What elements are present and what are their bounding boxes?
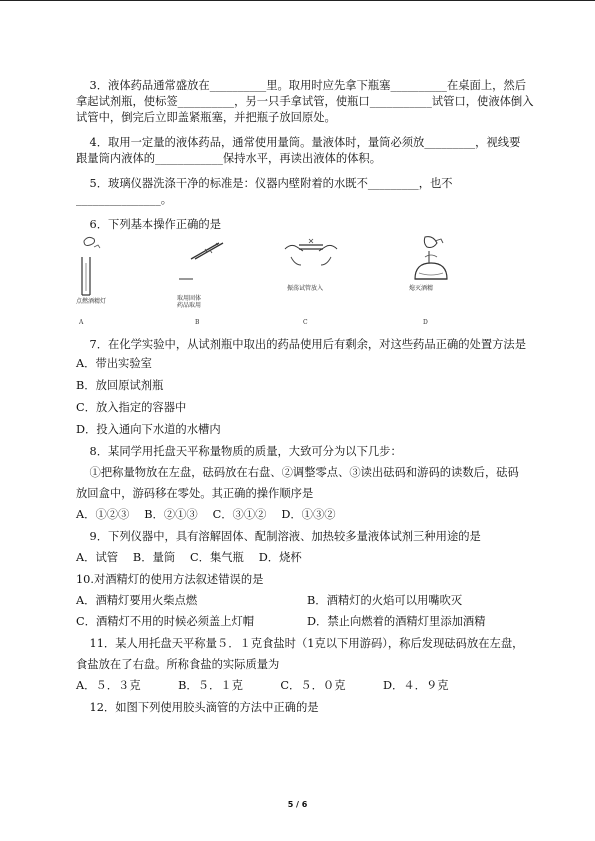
lamp-lighting-icon [76, 235, 116, 305]
q6-stem: 6．下列基本操作正确的是 [89, 218, 222, 231]
document-body [76, 78, 538, 716]
question-10 [76, 572, 538, 630]
q4-line-2: 跟量筒内液体的____________保持水平，再读出液体的体积。 [76, 152, 382, 165]
figure-c-caption: 振荡试管放入 [287, 285, 324, 292]
q6-figures [76, 235, 538, 331]
figure-d-letter: D [423, 319, 428, 326]
q3-line-2: 拿起试剂瓶，使标签__________，另一只手拿试管，使瓶口___________试管口，使液体倒入 [76, 95, 534, 108]
figure-a-letter: A [79, 319, 84, 326]
q9-options: A．试管 B．量筒 C．集气瓶 D．烧杯 [76, 551, 302, 564]
q7-option-b: B．放回原试剂瓶 [76, 379, 164, 392]
figure-b-letter: B [195, 319, 200, 326]
question-5 [76, 176, 538, 208]
figure-d [401, 235, 461, 326]
figure-d-caption: 熄灭酒精 [409, 285, 434, 292]
q11-line-2: 食盐放在了右盘。所称食盐的实际质量为 [76, 658, 280, 671]
q10-stem: 10.对酒精灯的使用方法叙述错误的是 [76, 573, 264, 586]
question-7 [76, 337, 538, 438]
q10-row-1 [76, 593, 538, 609]
question-3 [76, 78, 538, 126]
q10-option-a: A．酒精灯要用火柴点燃 [76, 594, 198, 607]
q11-options: A．５．３克 B．５．１克 C．５．０克 D．４．９克 [76, 679, 449, 692]
figure-b-caption-2: 药品取用 [177, 302, 202, 309]
q7-option-d: D．投入通向下水道的水槽内 [76, 423, 221, 436]
figure-c-letter: C [303, 319, 308, 326]
figure-c [281, 235, 341, 326]
top-rule [0, 0, 595, 1]
q10-row-2 [76, 614, 538, 630]
q8-stem: 8．某同学用托盘天平称量物质的质量，大致可分为以下几步： [89, 445, 402, 458]
q4-line-1: 4．取用一定量的液体药品，通常使用量筒。量液体时，量筒必须放_________，视线要 [89, 136, 521, 149]
q5-line-2: _______________。 [76, 193, 173, 206]
figure-b [171, 235, 231, 326]
q11-line-1: 11．某人用托盘天平称量５．１克食盐时（1克以下用游码），称后发现砝码放在左盘， [89, 637, 524, 650]
q12-stem: 12．如图下列使用胶头滴管的方法中正确的是 [89, 701, 319, 714]
q3-line-3: 试管中，倒完后立即盖紧瓶塞，并把瓶子放回原处。 [76, 111, 336, 124]
solid-reagent-icon [171, 235, 231, 285]
figure-a-caption: 点燃酒精灯 [76, 298, 107, 305]
question-9 [76, 529, 538, 566]
question-4 [76, 135, 538, 167]
lamp-extinguish-icon [401, 235, 461, 290]
question-12 [76, 700, 538, 716]
question-8 [76, 444, 538, 523]
tube-shaking-icon [281, 235, 341, 290]
q10-option-b: B．酒精灯的火焰可以用嘴吹灭 [307, 594, 463, 607]
figure-a [76, 235, 116, 326]
q10-option-c: C．酒精灯不用的时候必须盖上灯帽 [76, 615, 255, 628]
q7-stem: 7．在化学实验中，从试剂瓶中取出的药品使用后有剩余，对这些药品正确的处置方法是 [89, 338, 527, 351]
q7-option-a: A．带出实验室 [76, 357, 152, 370]
question-11 [76, 636, 538, 694]
q8-line-2: 放回盒中，游码移在零处。其正确的操作顺序是 [76, 487, 314, 500]
q8-line-1: ①把称量物放在左盘，砝码放在右盘、②调整零点、③读出砝码和游码的读数后，砝码 [89, 466, 519, 479]
q10-option-d: D．禁止向燃着的酒精灯里添加酒精 [307, 615, 486, 628]
question-6 [76, 217, 538, 331]
q7-option-c: C．放入指定的容器中 [76, 401, 187, 414]
page-number: 5 / 6 [287, 800, 308, 809]
q5-line-1: 5．玻璃仪器洗涤干净的标准是：仪器内壁附着的水既不_________，也不 [89, 177, 453, 190]
q8-options: A．①②③ B．②①③ C．③①② D．①③② [76, 508, 336, 521]
figure-b-caption-1: 取用固体 [177, 295, 202, 302]
q9-stem: 9．下列仪器中，具有溶解固体、配制溶液、加热较多量液体试剂三种用途的是 [89, 530, 481, 543]
q3-line-1: 3．液体药品通常盛放在__________里。取用时应先拿下瓶塞__________在桌面上，然后 [89, 79, 527, 92]
